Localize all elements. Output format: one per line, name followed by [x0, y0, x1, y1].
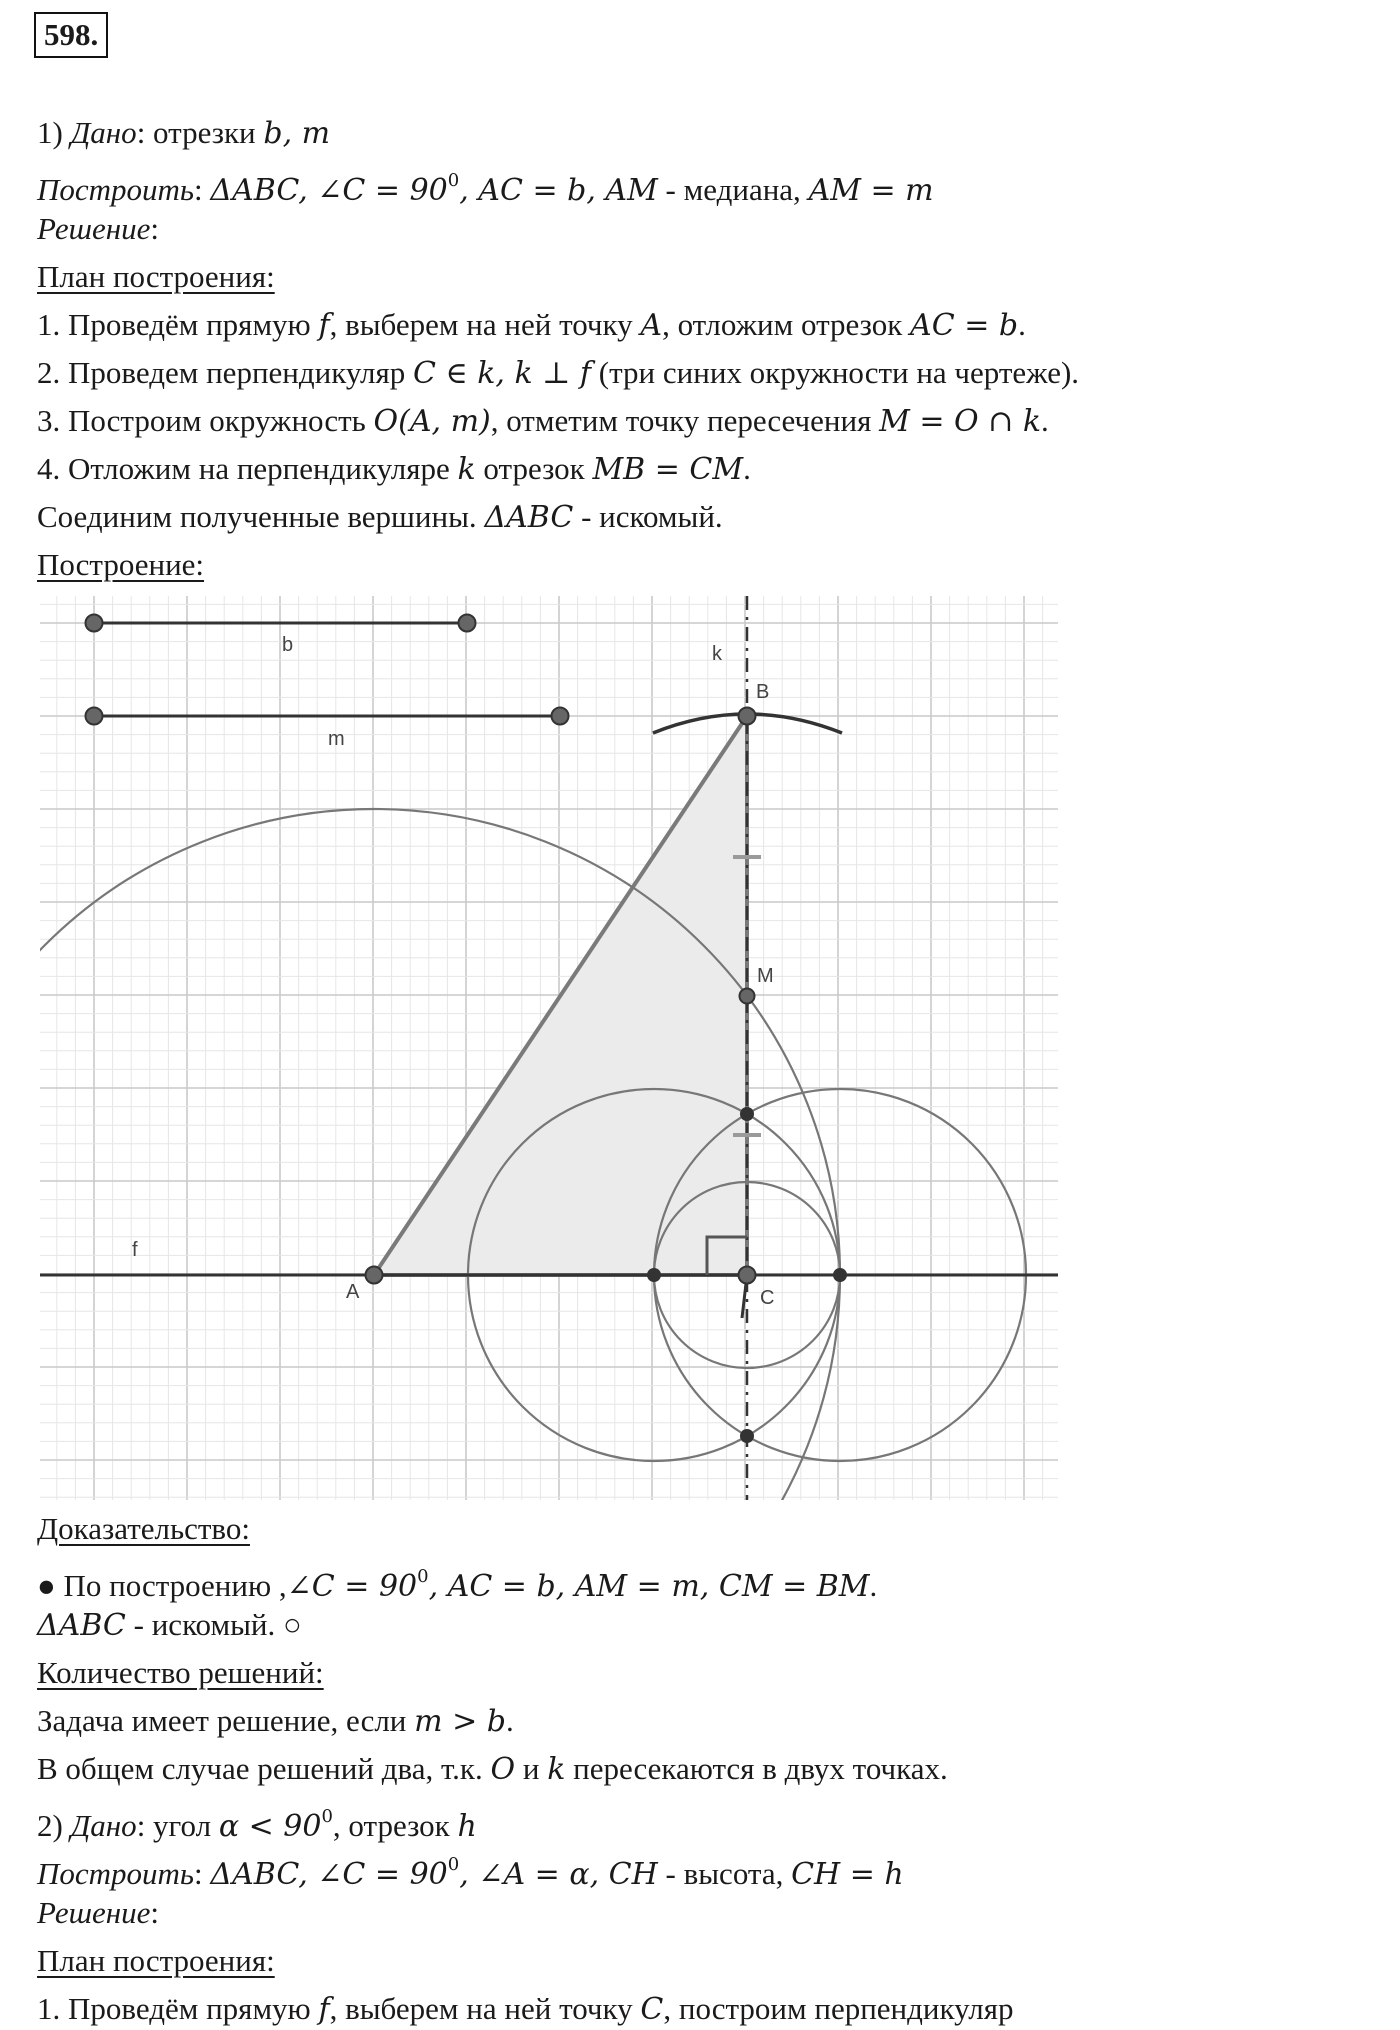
point-m: [740, 989, 755, 1004]
general-case-line: В общем случае решений два, т.к. O и k пересекаются в двух точках.: [37, 1751, 948, 1787]
label-m-segment: m: [328, 728, 345, 750]
given-label: Дано: [70, 115, 137, 150]
given-line: 1) Дано: отрезки b, m: [37, 115, 331, 151]
point-intersection-left: [647, 1268, 661, 1282]
point-intersection-top: [740, 1107, 754, 1121]
plan-step-1: 1. Проведём прямую f, выберем на ней точку A, отложим отрезок AC = b.: [37, 307, 1026, 343]
point-b-start: [86, 615, 103, 632]
label-f: f: [132, 1239, 138, 1261]
label-point-b: B: [756, 681, 770, 703]
construct-line-2: Построить: ΔABC, ∠C = $90^0$, ∠A = α, CH - высота, CH = h: [37, 1854, 904, 1892]
point-m-start: [86, 708, 103, 725]
result-line: ΔABC - искомый. ○: [37, 1607, 302, 1643]
point-a: [366, 1267, 383, 1284]
point-b: [739, 708, 756, 725]
label-b-segment: b: [282, 634, 294, 656]
problem-number: 598.: [34, 12, 108, 58]
connect-line: Соединим полученные вершины. ΔABC - искомый.: [37, 499, 723, 535]
construct-line: Построить: ΔABC, ∠C = $90^0$, AC = b, AM - медиана, AM = m: [37, 170, 934, 208]
point-intersection-bottom: [740, 1429, 754, 1443]
proof-heading: Доказательство:: [37, 1511, 250, 1546]
plan-step-3: 3. Построим окружность O(A, m), отметим точку пересечения M = O ∩ k.: [37, 403, 1049, 439]
label-point-m: M: [757, 965, 774, 987]
plan-step-2: 2. Проведем перпендикуляр C ∈ k, k ⊥ f (три синих окружности на чертеже).: [37, 355, 1080, 391]
plan-step-1-part2: 1. Проведём прямую f, выберем на ней точку C, построим перпендикуляр: [37, 1991, 1014, 2027]
solution-line-2: Решение:: [37, 1895, 159, 1930]
plan-step-4: 4. Отложим на перпендикуляре k отрезок MB = CM.: [37, 451, 751, 487]
condition-line: Задача имеет решение, если m > b.: [37, 1703, 514, 1739]
point-intersection-right: [833, 1268, 847, 1282]
point-c: [739, 1267, 756, 1284]
point-m-end: [552, 708, 569, 725]
plan-heading-2: План построения:: [37, 1943, 275, 1978]
point-b-end: [459, 615, 476, 632]
given-line-2: 2) Дано: угол $\alpha < 90^0$, отрезок h: [37, 1806, 477, 1844]
proof-line: ● По построению ,∠C = $90^0$, AC = b, AM = m, CM = BM.: [37, 1566, 878, 1604]
label-point-a: A: [346, 1281, 360, 1303]
plan-heading: План построения:: [37, 259, 275, 294]
label-k: k: [712, 643, 722, 665]
solution-line: Решение:: [37, 211, 159, 246]
construct-label: Построить: [37, 172, 195, 207]
construction-heading: Построение:: [37, 547, 205, 582]
solutions-count-heading: Количество решений:: [37, 1655, 324, 1690]
label-point-c: C: [760, 1287, 775, 1309]
